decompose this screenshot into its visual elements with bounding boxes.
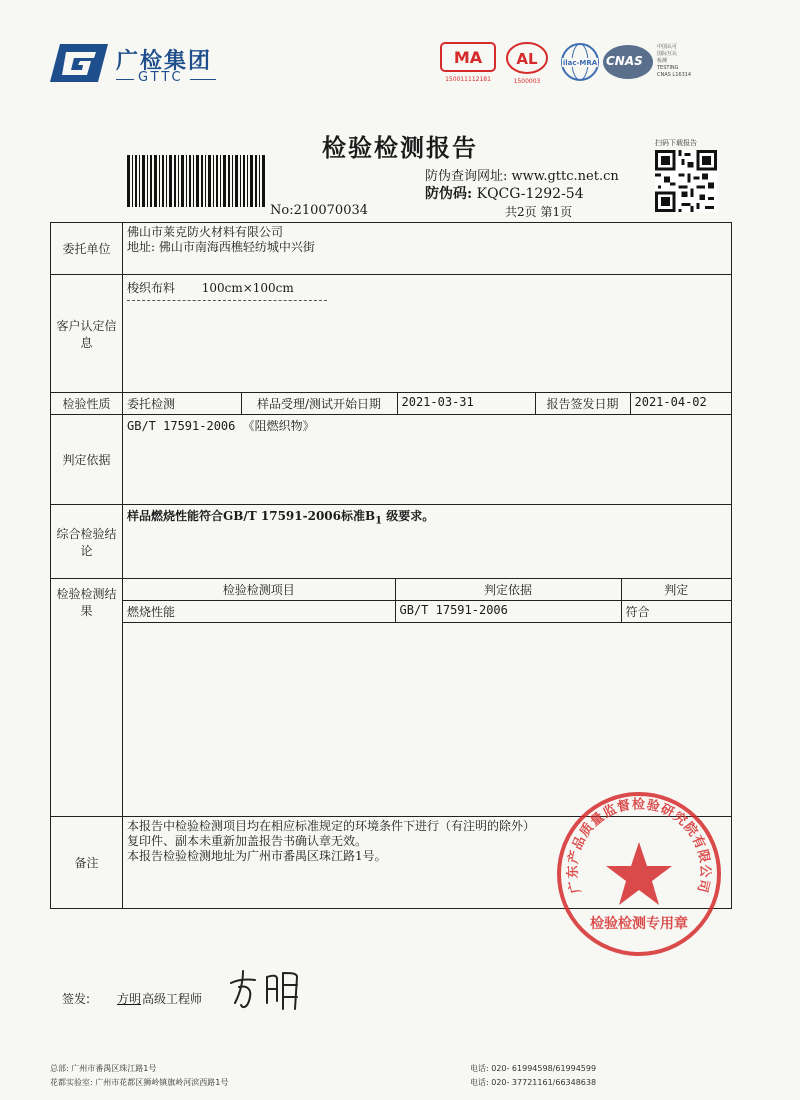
page-count: 共2页 第1页 — [505, 205, 573, 219]
cnas-label: CNAS — [606, 54, 643, 68]
conclusion-label: 综合检验结论 — [51, 505, 123, 579]
verify-code-line — [425, 183, 584, 203]
seal-bottom-text: 检验检测专用章 — [590, 916, 688, 932]
footer-tel-1: 电话: 020- 61994598/61994599 — [470, 1064, 597, 1073]
nature-label: 检验性质 — [51, 393, 123, 415]
footer-lab: 花都实验室: 广州市花都区狮岭镇旗岭河滨西路1号 — [50, 1078, 229, 1087]
client-label: 委托单位 — [51, 223, 123, 275]
signer-label: 签发: — [62, 992, 91, 1006]
basis-value: GB/T 17591-2006 《阻燃织物》 — [123, 415, 732, 505]
cma-mark — [440, 42, 496, 83]
start-date-value: 2021-03-31 — [397, 393, 535, 414]
signer-title: 高级工程师 — [142, 992, 203, 1006]
remarks-line: 复印件、副本未重新加盖报告书确认章无效。 — [127, 834, 368, 848]
footer-hq: 总部: 广州市番禺区珠江路1号 — [50, 1064, 157, 1073]
client-name: 佛山市莱克防火材料有限公司 — [127, 225, 284, 239]
verify-url: 防伪查询网址: www.gttc.net.cn — [425, 169, 619, 184]
results-row — [51, 579, 732, 817]
results-header-basis: 判定依据 — [395, 579, 621, 601]
client-row — [51, 223, 732, 275]
report-title: 检验检测报告 — [322, 133, 478, 162]
signer-name: 方明 — [117, 992, 142, 1006]
start-date-label: 样品受理/测试开始日期 — [241, 393, 397, 414]
cnas-side-text: 中国认可 国际互认 检测 TESTING CNAS L16314 — [657, 44, 692, 78]
results-item: 燃烧性能 — [123, 601, 395, 623]
customer-label: 客户认定信息 — [51, 275, 123, 393]
verify-code: KQCG-1292-54 — [476, 186, 584, 202]
client-address: 地址: 佛山市南海西樵轻纺城中兴街 — [127, 240, 315, 254]
remarks-label: 备注 — [51, 817, 123, 909]
gttc-logo-icon — [50, 44, 108, 82]
logo-divider-right — [190, 79, 216, 80]
basis-label: 判定依据 — [51, 415, 123, 505]
logo-chinese-name: 广检集团 — [116, 49, 213, 74]
svg-text:AL: AL — [516, 50, 538, 68]
results-verdict: 符合 — [621, 601, 731, 623]
qr-caption: 扫码下载报告 — [655, 139, 697, 147]
nature-value: 委托检测 — [123, 393, 241, 414]
logo-english-name: GTTC — [138, 70, 184, 85]
results-basis: GB/T 17591-2006 — [395, 601, 621, 623]
cma-logo-icon — [440, 42, 496, 72]
customer-dash-line — [127, 300, 327, 301]
footer-tel-2: 电话: 020- 37721161/66348638 — [470, 1078, 597, 1087]
customer-info: 梭织布料 100cm×100cm — [127, 281, 294, 295]
cma-number: 150011112181 — [445, 76, 491, 83]
cal-logo-icon — [505, 42, 549, 74]
verify-code-label: 防伪码: — [425, 186, 473, 202]
remarks-line: 本报告检验检测地址为广州市番禺区珠江路1号。 — [127, 849, 387, 863]
barcode-icon — [127, 155, 267, 207]
issue-date-label: 报告签发日期 — [535, 393, 630, 414]
results-header-row — [123, 579, 731, 601]
results-header-item: 检验检测项目 — [123, 579, 395, 601]
conclusion-value: 样品燃烧性能符合GB/T 17591-2006标准$B_1$ 级要求。 — [123, 505, 732, 579]
qr-code-icon[interactable] — [655, 150, 717, 212]
results-header-verdict: 判定 — [621, 579, 731, 601]
basis-row — [51, 415, 732, 505]
ilac-label: ilac-MRA — [562, 59, 598, 67]
handwritten-signature — [225, 965, 305, 1015]
table-row — [123, 601, 731, 623]
logo-divider-left — [116, 79, 134, 80]
report-number: No:210070034 — [270, 203, 369, 218]
results-label: 检验检测结果 — [51, 579, 123, 817]
svg-text:MA: MA — [453, 48, 483, 67]
ilac-mark — [560, 42, 600, 86]
cnas-mark — [602, 44, 654, 84]
remarks-line: 本报告中检验检测项目均在相应标准规定的环境条件下进行（有注明的除外） — [127, 819, 536, 833]
cal-mark — [505, 42, 549, 85]
conclusion-row — [51, 505, 732, 579]
cal-number: 1500003 — [513, 78, 541, 85]
issue-date-value: 2021-04-02 — [630, 393, 731, 414]
seal-ring-text: 广东产品质量监督检验研究院有限公司 — [565, 797, 713, 895]
nature-row — [51, 393, 732, 415]
customer-row — [51, 275, 732, 393]
inspection-seal-stamp — [555, 790, 723, 958]
